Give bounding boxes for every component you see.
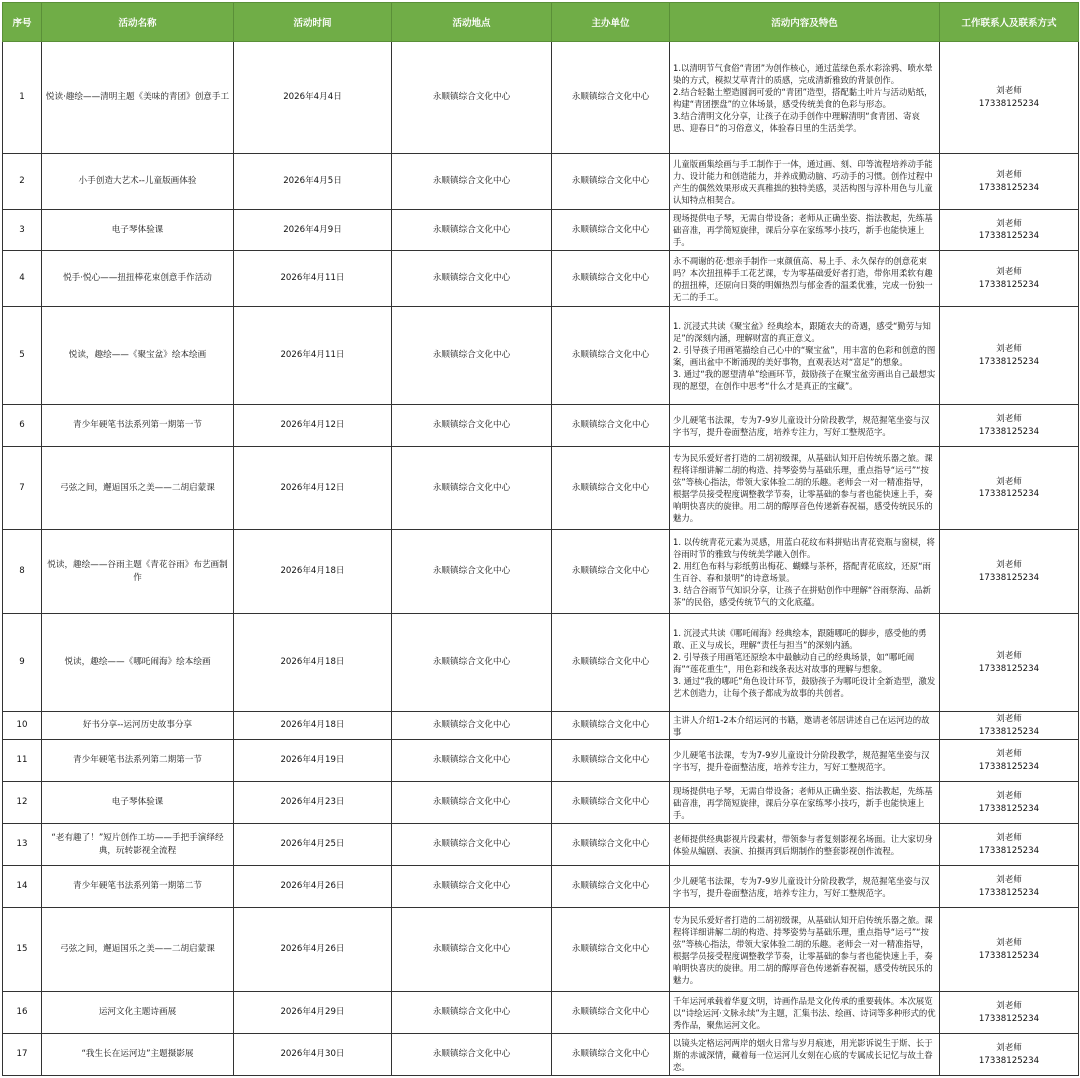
activity-date: 2026年4月12日 xyxy=(234,447,392,530)
activity-host: 永顺镇综合文化中心 xyxy=(552,42,670,154)
activity-date: 2026年4月11日 xyxy=(234,251,392,307)
row-number: 13 xyxy=(3,824,42,866)
table-row xyxy=(3,866,1079,908)
activity-name: 悦读，趣绘——《聚宝盆》绘本绘画 xyxy=(42,307,234,405)
header-contact: 工作联系人及联系方式 xyxy=(940,3,1079,42)
table-row xyxy=(3,614,1079,712)
activity-date: 2026年4月19日 xyxy=(234,740,392,782)
table-row xyxy=(3,712,1079,740)
activity-contact: 刘老师 17338125234 xyxy=(940,251,1079,307)
activity-name: 青少年硬笔书法系列第一期第二节 xyxy=(42,866,234,908)
activity-name: 悦读，趣绘——《哪吒闹海》绘本绘画 xyxy=(42,614,234,712)
header-name: 活动名称 xyxy=(42,3,234,42)
activity-content: 老师提供经典影视片段素材，带领参与者复刻影视名场面。让大家切身体验从编剧、表演、拍摄再到后期制作的整套影视创作流程。 xyxy=(670,824,940,866)
activity-date: 2026年4月25日 xyxy=(234,824,392,866)
activity-host: 永顺镇综合文化中心 xyxy=(552,210,670,251)
activity-date: 2026年4月12日 xyxy=(234,405,392,447)
table-row xyxy=(3,1034,1079,1076)
activity-date: 2026年4月23日 xyxy=(234,782,392,824)
activity-place: 永顺镇综合文化中心 xyxy=(392,992,552,1034)
activity-content: 千年运河承载着华夏文明，诗画作品是文化传承的重要载体。本次展览以“诗绘运河·文脉永续”为主题，汇集书法、绘画、诗词等多种形式的优秀作品，聚焦运河文化。 xyxy=(670,992,940,1034)
activity-place: 永顺镇综合文化中心 xyxy=(392,307,552,405)
activity-host: 永顺镇综合文化中心 xyxy=(552,712,670,740)
row-number: 8 xyxy=(3,530,42,614)
activity-contact: 刘老师 17338125234 xyxy=(940,614,1079,712)
activity-place: 永顺镇综合文化中心 xyxy=(392,824,552,866)
row-number: 11 xyxy=(3,740,42,782)
activity-name: 悦手·悦心——扭扭棒花束创意手作活动 xyxy=(42,251,234,307)
activity-name: 电子琴体验课 xyxy=(42,210,234,251)
activity-contact: 刘老师 17338125234 xyxy=(940,447,1079,530)
activity-contact: 刘老师 17338125234 xyxy=(940,210,1079,251)
activity-place: 永顺镇综合文化中心 xyxy=(392,154,552,210)
activity-contact: 刘老师 17338125234 xyxy=(940,1034,1079,1076)
table-row xyxy=(3,42,1079,154)
activity-place: 永顺镇综合文化中心 xyxy=(392,712,552,740)
table-row xyxy=(3,782,1079,824)
row-number: 9 xyxy=(3,614,42,712)
activity-place: 永顺镇综合文化中心 xyxy=(392,251,552,307)
activity-date: 2026年4月18日 xyxy=(234,614,392,712)
row-number: 1 xyxy=(3,42,42,154)
row-number: 4 xyxy=(3,251,42,307)
activity-date: 2026年4月9日 xyxy=(234,210,392,251)
activity-name: 小手创造大艺术--儿童版画体验 xyxy=(42,154,234,210)
row-number: 10 xyxy=(3,712,42,740)
activity-content: 1. 以传统青花元素为灵感，用蓝白花纹布料拼贴出青花瓷瓶与窗棂，将谷雨时节的雅致与传统美学融入创作。 2. 用红色布料与彩纸剪出梅花、蝴蝶与茶杯，搭配青花底纹，还原“雨生百谷、春和景明”的诗意场景。 3. 结合谷雨节气知识分享，让孩子在拼贴创作中理解“谷雨祭海、品新茶”的民俗，感受传统节气的文化底蕴。 xyxy=(670,530,940,614)
activity-content: 以镜头定格运河两岸的烟火日常与岁月痕迹，用光影诉说生于斯、长于斯的赤诚深情，藏着每一位运河儿女刻在心底的专属成长记忆与故土眷恋。 xyxy=(670,1034,940,1076)
activity-contact: 刘老师 17338125234 xyxy=(940,530,1079,614)
activity-date: 2026年4月30日 xyxy=(234,1034,392,1076)
table-row xyxy=(3,210,1079,251)
activity-content: 主讲人介绍1-2本介绍运河的书籍，邀请老邻居讲述自己在运河边的故事 xyxy=(670,712,940,740)
activity-place: 永顺镇综合文化中心 xyxy=(392,740,552,782)
row-number: 15 xyxy=(3,908,42,992)
activity-place: 永顺镇综合文化中心 xyxy=(392,42,552,154)
activity-place: 永顺镇综合文化中心 xyxy=(392,1034,552,1076)
activity-content: 现场提供电子琴，无需自带设备；老师从正确坐姿、指法教起，先练基础音准，再学简短旋律，课后分享在家练琴小技巧，新手也能快速上手。 xyxy=(670,782,940,824)
activity-content: 1.以清明节气食俗“青团”为创作核心，通过蓝绿色系水彩涂鸦、喷水晕染的方式，模拟艾草青汁的质感，完成清新雅致的背景创作。 2.结合轻黏土塑造圆润可爱的“青团”造型，搭配黏土叶片与活动贴纸，构建“青团摆盘”的立体场景，感受传统美食的色彩与形态。 3.结合清明文化分享，让孩子在动手创作中理解清明“食青团、寄哀思、迎春日”的习俗意义，体验春日里的生活美学。 xyxy=(670,42,940,154)
header-place: 活动地点 xyxy=(392,3,552,42)
activity-contact: 刘老师 17338125234 xyxy=(940,712,1079,740)
header-host: 主办单位 xyxy=(552,3,670,42)
activity-host: 永顺镇综合文化中心 xyxy=(552,154,670,210)
activity-host: 永顺镇综合文化中心 xyxy=(552,307,670,405)
activity-place: 永顺镇综合文化中心 xyxy=(392,530,552,614)
table-row xyxy=(3,251,1079,307)
activity-place: 永顺镇综合文化中心 xyxy=(392,447,552,530)
activity-host: 永顺镇综合文化中心 xyxy=(552,251,670,307)
activity-name: 电子琴体验课 xyxy=(42,782,234,824)
activity-name: 青少年硬笔书法系列第一期第一节 xyxy=(42,405,234,447)
activity-host: 永顺镇综合文化中心 xyxy=(552,614,670,712)
table-row xyxy=(3,824,1079,866)
header-content: 活动内容及特色 xyxy=(670,3,940,42)
table-row xyxy=(3,992,1079,1034)
activity-host: 永顺镇综合文化中心 xyxy=(552,447,670,530)
activity-host: 永顺镇综合文化中心 xyxy=(552,405,670,447)
activity-host: 永顺镇综合文化中心 xyxy=(552,1034,670,1076)
activity-date: 2026年4月26日 xyxy=(234,866,392,908)
activity-content: 少儿硬笔书法课，专为7-9岁儿童设计分阶段教学，规范握笔坐姿与汉字书写，提升卷面整洁度，培养专注力，写好工整规范字。 xyxy=(670,866,940,908)
activity-name: “老有趣了！”短片创作工坊——手把手演绎经典，玩转影视全流程 xyxy=(42,824,234,866)
activity-content: 专为民乐爱好者打造的二胡初级课，从基础认知开启传统乐器之旅。课程将详细讲解二胡的构造、持琴姿势与基础乐理，重点指导“运弓”“按弦”等核心指法，带领大家体验二胡的乐趣。老师会一对一精准指导，根据学员接受程度调整教学节奏，让零基础的参与者也能快速上手，奏响明快喜庆的旋律。用二胡的醇厚音色传递新春祝福，感受传统民乐的魅力。 xyxy=(670,447,940,530)
activity-date: 2026年4月5日 xyxy=(234,154,392,210)
header-date: 活动时间 xyxy=(234,3,392,42)
activity-host: 永顺镇综合文化中心 xyxy=(552,740,670,782)
activity-host: 永顺镇综合文化中心 xyxy=(552,908,670,992)
activity-host: 永顺镇综合文化中心 xyxy=(552,866,670,908)
activity-date: 2026年4月4日 xyxy=(234,42,392,154)
row-number: 14 xyxy=(3,866,42,908)
activity-host: 永顺镇综合文化中心 xyxy=(552,782,670,824)
header-row xyxy=(3,3,1079,42)
table-row xyxy=(3,307,1079,405)
activity-contact: 刘老师 17338125234 xyxy=(940,405,1079,447)
activity-table xyxy=(2,2,1079,1076)
activity-contact: 刘老师 17338125234 xyxy=(940,824,1079,866)
activity-place: 永顺镇综合文化中心 xyxy=(392,782,552,824)
activity-name: 运河文化主题诗画展 xyxy=(42,992,234,1034)
table-row xyxy=(3,530,1079,614)
activity-name: 好书分享--运河历史故事分享 xyxy=(42,712,234,740)
header-no: 序号 xyxy=(3,3,42,42)
activity-host: 永顺镇综合文化中心 xyxy=(552,992,670,1034)
activity-content: 少儿硬笔书法课，专为7-9岁儿童设计分阶段教学，规范握笔坐姿与汉字书写，提升卷面整洁度，培养专注力，写好工整规范字。 xyxy=(670,740,940,782)
activity-content: 专为民乐爱好者打造的二胡初级课，从基础认知开启传统乐器之旅。课程将详细讲解二胡的构造、持琴姿势与基础乐理，重点指导“运弓”“按弦”等核心指法，带领大家体验二胡的乐趣。老师会一对一精准指导，根据学员接受程度调整教学节奏，让零基础的参与者也能快速上手，奏响明快喜庆的旋律。用二胡的醇厚音色传递新春祝福，感受传统民乐的魅力。 xyxy=(670,908,940,992)
activity-place: 永顺镇综合文化中心 xyxy=(392,866,552,908)
row-number: 2 xyxy=(3,154,42,210)
activity-content: 1. 沉浸式共读《聚宝盆》经典绘本，跟随农夫的奇遇，感受“勤劳与知足”的深刻内涵，理解财富的真正意义。 2. 引导孩子用画笔描绘自己心中的“聚宝盆”，用丰富的色彩和创意的图案，画出盆中不断涌现的美好事物，直观表达对“富足”的想象。 3. 通过“我的愿望清单”绘画环节，鼓励孩子在聚宝盆旁画出自己最想实现的愿望，在创作中思考“什么才是真正的宝藏”。 xyxy=(670,307,940,405)
activity-name: 悦读·趣绘——清明主题《美味的青团》创意手工 xyxy=(42,42,234,154)
activity-contact: 刘老师 17338125234 xyxy=(940,992,1079,1034)
activity-host: 永顺镇综合文化中心 xyxy=(552,824,670,866)
activity-content: 儿童版画集绘画与手工制作于一体，通过画、刻、印等流程培养动手能力、设计能力和创造能力，并养成勤动脑、巧动手的习惯。创作过程中产生的偶然效果形成天真稚拙的独特美感，灵活构图与淳朴用色与儿童认知特点相契合。 xyxy=(670,154,940,210)
table-row xyxy=(3,405,1079,447)
activity-name: 弓弦之间，邂逅国乐之美——二胡启蒙课 xyxy=(42,908,234,992)
table-row xyxy=(3,908,1079,992)
activity-contact: 刘老师 17338125234 xyxy=(940,782,1079,824)
table-row xyxy=(3,740,1079,782)
row-number: 12 xyxy=(3,782,42,824)
activity-contact: 刘老师 17338125234 xyxy=(940,307,1079,405)
activity-host: 永顺镇综合文化中心 xyxy=(552,530,670,614)
activity-name: 悦读，趣绘——谷雨主题《青花谷雨》布艺画制作 xyxy=(42,530,234,614)
activity-place: 永顺镇综合文化中心 xyxy=(392,908,552,992)
activity-name: “我生长在运河边”主题摄影展 xyxy=(42,1034,234,1076)
activity-date: 2026年4月11日 xyxy=(234,307,392,405)
activity-contact: 刘老师 17338125234 xyxy=(940,908,1079,992)
activity-place: 永顺镇综合文化中心 xyxy=(392,614,552,712)
row-number: 5 xyxy=(3,307,42,405)
activity-content: 永不凋谢的花·想亲手制作一束颜值高、易上手、永久保存的创意花束吗？本次扭扭棒手工花艺课，专为零基础爱好者打造，带你用柔软有趣的扭扭棒，还原向日葵的明媚热烈与郁金香的温柔优雅，完成一份独一无二的手工。 xyxy=(670,251,940,307)
activity-date: 2026年4月18日 xyxy=(234,712,392,740)
row-number: 16 xyxy=(3,992,42,1034)
activity-contact: 刘老师 17338125234 xyxy=(940,42,1079,154)
activity-place: 永顺镇综合文化中心 xyxy=(392,405,552,447)
activity-contact: 刘老师 17338125234 xyxy=(940,740,1079,782)
row-number: 6 xyxy=(3,405,42,447)
activity-content: 现场提供电子琴，无需自带设备；老师从正确坐姿、指法教起，先练基础音准，再学简短旋律，课后分享在家练琴小技巧，新手也能快速上手。 xyxy=(670,210,940,251)
activity-name: 弓弦之间，邂逅国乐之美——二胡启蒙课 xyxy=(42,447,234,530)
activity-date: 2026年4月29日 xyxy=(234,992,392,1034)
activity-contact: 刘老师 17338125234 xyxy=(940,154,1079,210)
activity-date: 2026年4月18日 xyxy=(234,530,392,614)
table-row xyxy=(3,154,1079,210)
table-row xyxy=(3,447,1079,530)
row-number: 3 xyxy=(3,210,42,251)
activity-date: 2026年4月26日 xyxy=(234,908,392,992)
row-number: 7 xyxy=(3,447,42,530)
activity-name: 青少年硬笔书法系列第二期第一节 xyxy=(42,740,234,782)
row-number: 17 xyxy=(3,1034,42,1076)
activity-contact: 刘老师 17338125234 xyxy=(940,866,1079,908)
activity-place: 永顺镇综合文化中心 xyxy=(392,210,552,251)
activity-content: 少儿硬笔书法课，专为7-9岁儿童设计分阶段教学，规范握笔坐姿与汉字书写，提升卷面整洁度，培养专注力，写好工整规范字。 xyxy=(670,405,940,447)
activity-content: 1. 沉浸式共读《哪吒闹海》经典绘本，跟随哪吒的脚步，感受他的勇敢、正义与成长，理解“责任与担当”的深刻内涵。 2. 引导孩子用画笔还原绘本中最触动自己的经典场景，如“哪吒闹海”“莲花重生”，用色彩和线条表达对故事的理解与想象。 3. 通过“我的哪吒”角色设计环节，鼓励孩子为哪吒设计全新造型，激发艺术创造力，让每个孩子都成为故事的共创者。 xyxy=(670,614,940,712)
